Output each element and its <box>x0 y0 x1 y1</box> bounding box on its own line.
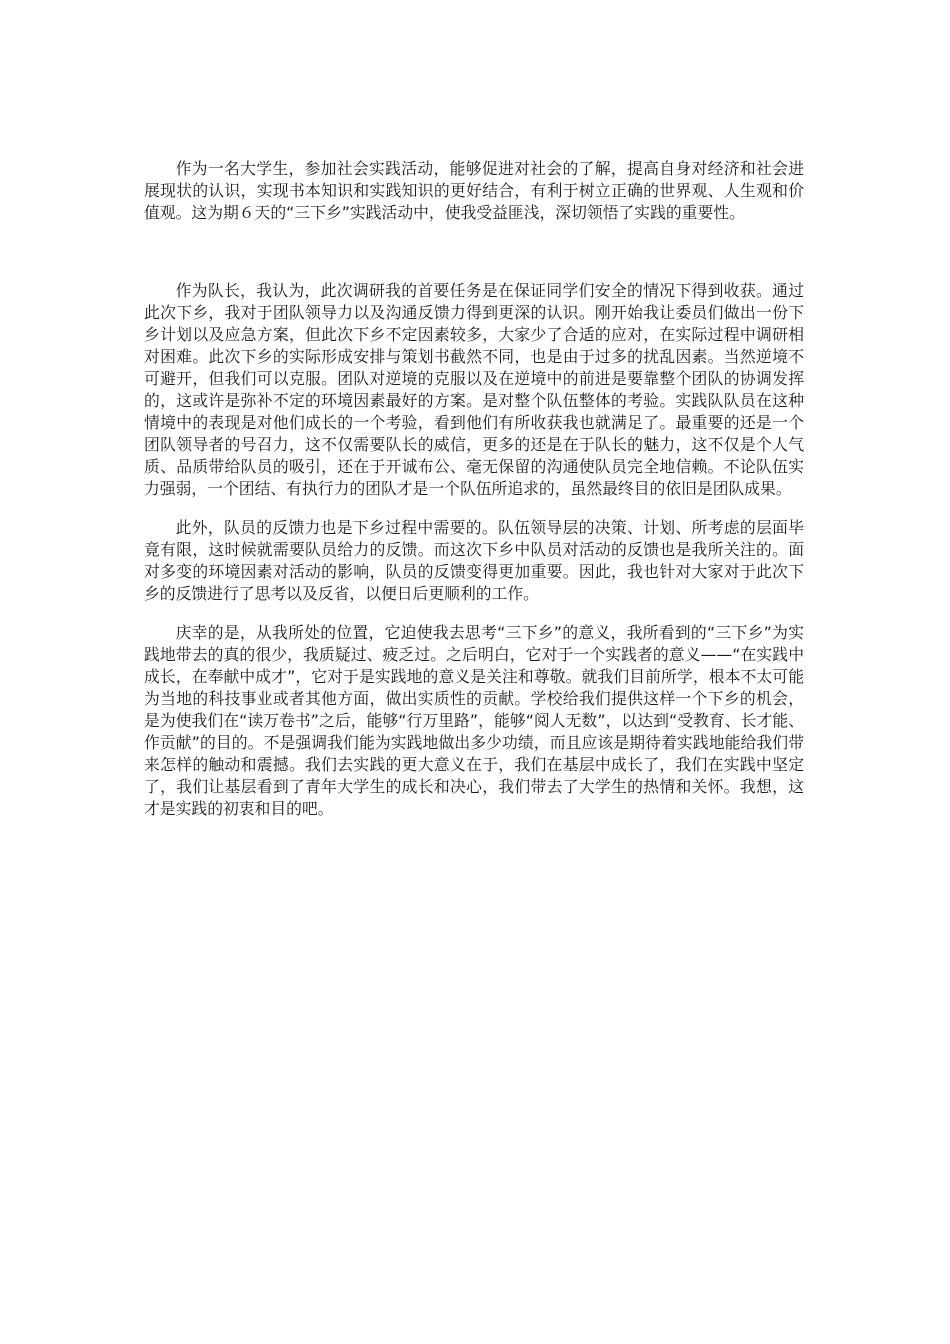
paragraph-intro: 作为一名大学生，参加社会实践活动，能够促进对社会的了解，提高自身对经济和社会进展现状的认识，实现书本知识和实践知识的更好结合，有利于树立正确的世界观、人生观和价值观。这为期６天的“三下乡”实践活动中，使我受益匪浅，深切领悟了实践的重要性。 <box>144 159 804 222</box>
document-body <box>144 158 804 820</box>
paragraph-member-feedback: 此外，队员的反馈力也是下乡过程中需要的。队伍领导层的决策、计划、所考虑的层面毕竟有限，这时候就需要队员给力的反馈。而这次下乡中队员对活动的反馈也是我所关注的。面对多变的环境因素对活动的影响，队员的反馈变得更加重要。因此，我也针对大家对于此次下乡的反馈进行了思考以及反省，以便日后更顺利的工作。 <box>144 518 804 603</box>
paragraph-gap <box>144 500 804 517</box>
paragraph-meaning: 庆幸的是，从我所处的位置，它迫使我去思考“三下乡”的意义，我所看到的“三下乡”为实践地带去的真的很少，我质疑过、疲乏过。之后明白，它对于一个实践者的意义——“在实践中成长，在奉献中成才”，它对于是实践地的意义是关注和尊敬。就我们目前所学，根本不太可能为当地的科技事业或者其他方面，做出实质性的贡献。学校给我们提供这样一个下乡的机会，是为使我们在“读万卷书”之后，能够“行万里路”，能够“阅人无数”，以达到“受教育、长才能、作贡献”的目的。不是强调我们能为实践地做出多少功绩，而且应该是期待着实践地能给我们带来怎样的触动和震撼。我们去实践的更大意义在于，我们在基层中成长了，我们在实践中坚定了，我们让基层看到了青年大学生的成长和决心，我们带去了大学生的热情和关怀。我想，这才是实践的初衷和目的吧。 <box>144 623 804 818</box>
paragraph-spacer <box>144 224 804 280</box>
paragraph-team-leadership: 作为队长，我认为，此次调研我的首要任务是在保证同学们安全的情况下得到收获。通过此次下乡，我对于团队领导力以及沟通反馈力得到更深的认识。刚开始我让委员们做出一份下乡计划以及应急方案，但此次下乡不定因素较多，大家少了合适的应对，在实际过程中调研相对困难。此次下乡的实际形成安排与策划书截然不同，也是由于过多的扰乱因素。当然逆境不可避开，但我们可以克服。团队对逆境的克服以及在逆境中的前进是要靠整个团队的协调发挥的，这或许是弥补不定的环境因素最好的方案。是对整个队伍整体的考验。实践队队员在这种情境中的表现是对他们成长的一个考验，看到他们有所收获我也就满足了。最重要的还是一个团队领导者的号召力，这不仅需要队长的威信，更多的还是在于队长的魅力，这不仅是个人气质、品质带给队员的吸引，还在于开诚布公、毫无保留的沟通使队员完全地信赖。不论队伍实力强弱，一个团结、有执行力的团队才是一个队伍所追求的，虽然最终目的依旧是团队成果。 <box>144 281 804 498</box>
paragraph-gap <box>144 605 804 622</box>
